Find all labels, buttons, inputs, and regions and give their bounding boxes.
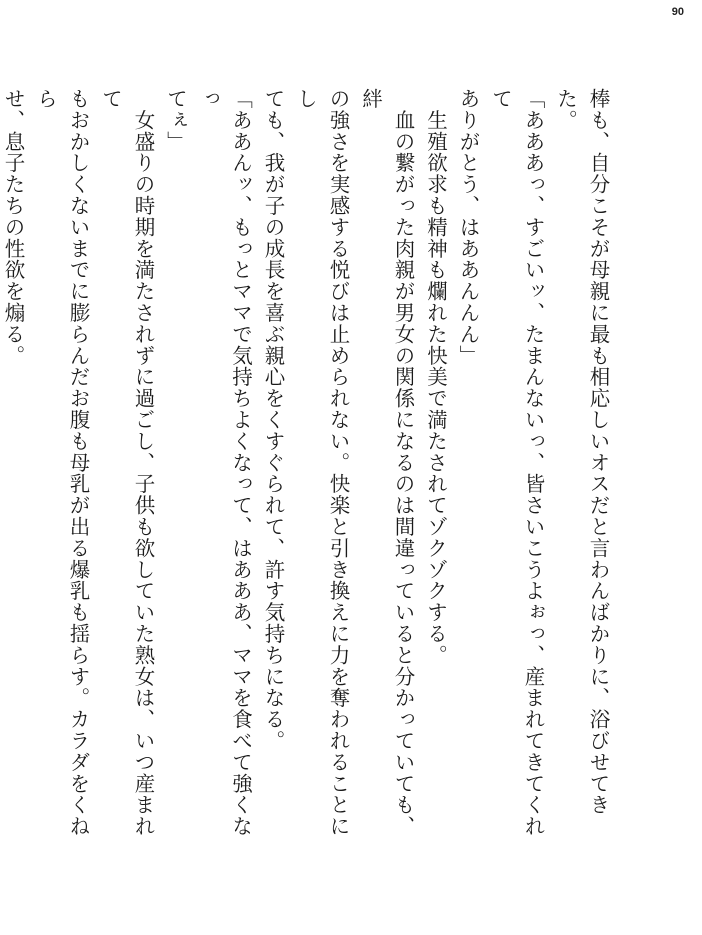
text-line: ても、我が子の成長を喜ぶ親心をくすぐられて、許す気持ちになる。 xyxy=(261,88,285,752)
text-line: 生殖欲求も精神も爛れた快美で満たされてゾクゾクする。 xyxy=(423,88,448,666)
text-line: 血の繋がった肉親が男女の関係になるのは間違っていると分かっていても、絆 xyxy=(358,88,415,837)
text-line: の強さを実感する悦びは止められない。快楽と引き換えに力を奪われることにし xyxy=(293,88,350,837)
text-line: ありがとう、はああんんん」 xyxy=(456,88,480,367)
text-line: 「ああんッ、もっとママで気持ちよくなって、はあああ、ママを食べて強くなっ xyxy=(196,88,253,837)
text-line: 棒も、自分こそが母親に最も相応しいオスだと言わんばかりに、浴びせてきた。 xyxy=(553,88,610,816)
vertical-text-body xyxy=(1,88,614,848)
text-line: 女盛りの時期を満たされずに過ごし、子供も欲していた熟女は、いつ産まれて xyxy=(98,88,155,837)
text-line: せ、息子たちの性欲を煽る。 xyxy=(1,88,25,367)
page-number: 90 xyxy=(671,6,684,18)
text-line: もおかしくないまでに膨らんだお腹も母乳が出る爆乳も揺らす。カラダをくねら xyxy=(33,88,90,837)
text-line: てぇ」 xyxy=(163,88,188,153)
text-line: 「あああっ、すごいッ、たまんないっ、皆さいこうよぉっ、産まれてきてくれて xyxy=(488,88,545,837)
